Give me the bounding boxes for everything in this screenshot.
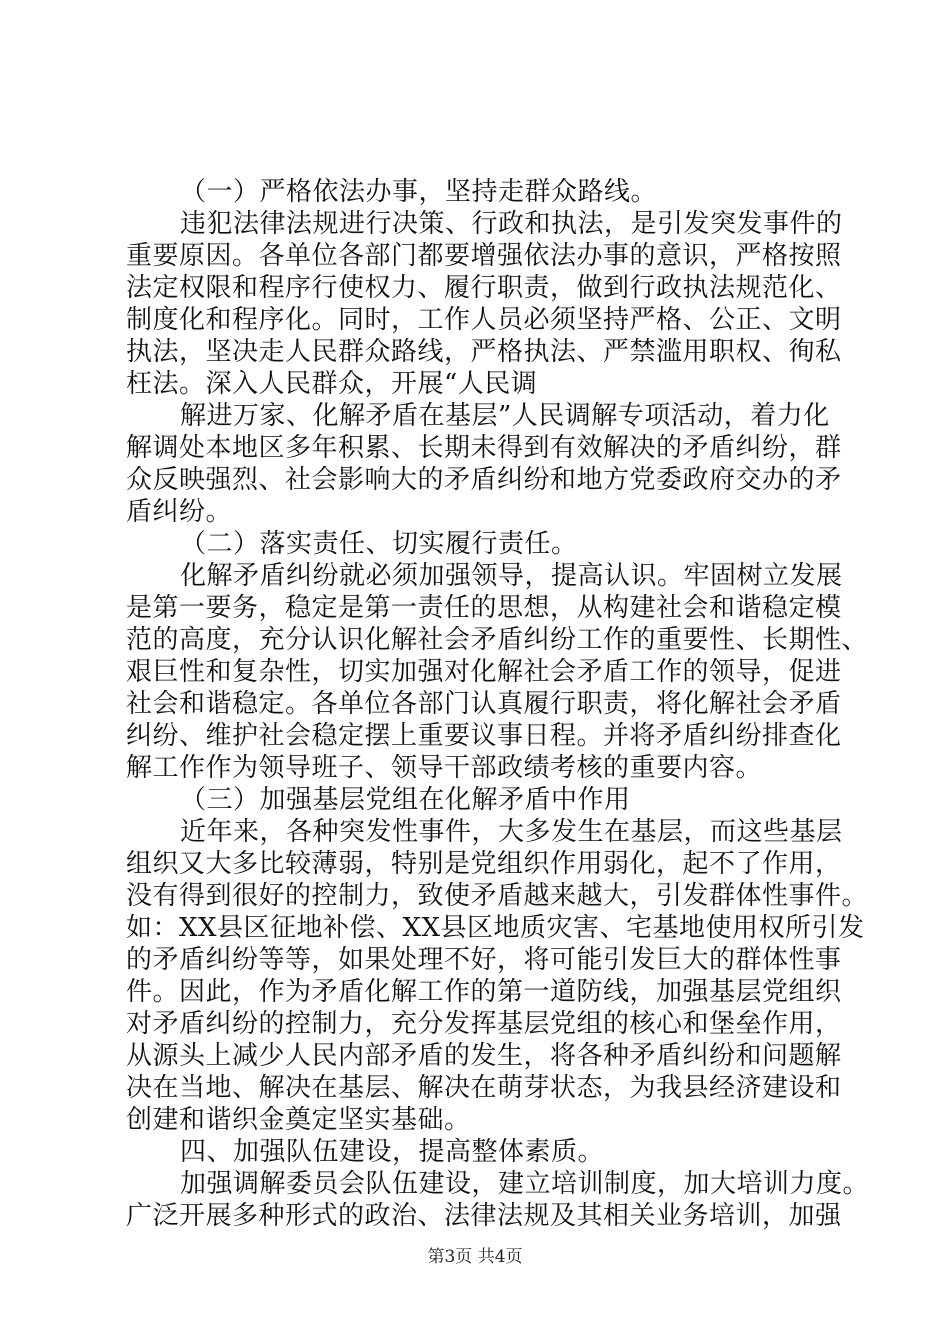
text-line: 纠纷、维护社会稳定摆上重要议事日程。并将矛盾纠纷排查化 bbox=[126, 721, 842, 751]
text-line: 解调处本地区多年积累、长期未得到有效解决的矛盾纠纷，群 bbox=[126, 433, 842, 463]
text-line: 制度化和程序化。同时，工作人员必须坚持严格、公正、文明 bbox=[126, 305, 842, 335]
text-line: 组织又大多比较薄弱，特别是党组织作用弱化，起不了作用， bbox=[126, 849, 842, 879]
text-line: 解工作作为领导班子、领导干部政绩考核的重要内容。 bbox=[126, 753, 763, 783]
text-line: 艰巨性和复杂性，切实加强对化解社会矛盾工作的领导，促进 bbox=[126, 657, 842, 687]
heading-one: （一）严格依法办事，坚持走群众路线。 bbox=[180, 177, 658, 207]
text-line: 创建和谐织金奠定坚实基础。 bbox=[126, 1105, 471, 1135]
text-line: 的矛盾纠纷等等，如果处理不好，将可能引发巨大的群体性事 bbox=[126, 945, 842, 975]
text-line: 决在当地、解决在基层、解决在萌芽状态，为我县经济建设和 bbox=[126, 1073, 842, 1103]
text-line: 是第一要务，稳定是第一责任的思想，从构建社会和谐稳定模 bbox=[126, 593, 842, 623]
text-line: 件。因此，作为矛盾化解工作的第一道防线，加强基层党组织 bbox=[126, 977, 842, 1007]
text-line: 盾纠纷。 bbox=[126, 497, 233, 527]
text-line: 对矛盾纠纷的控制力，充分发挥基层党组的核心和堡垒作用， bbox=[126, 1009, 842, 1039]
text-line: 近年来，各种突发性事件，大多发生在基层，而这些基层 bbox=[180, 817, 843, 847]
text-line: 加强调解委员会队伍建设，建立培训制度，加大培训力度。 bbox=[180, 1169, 870, 1199]
text-line: 解进万家、化解矛盾在基层”人民调解专项活动，着力化 bbox=[180, 401, 830, 431]
text-line: 重要原因。各单位各部门都要增强依法办事的意识，严格按照 bbox=[126, 241, 842, 271]
text-line: 社会和谐稳定。各单位各部门认真履行职责，将化解社会矛盾 bbox=[126, 689, 842, 719]
text-line: 法定权限和程序行使权力、履行职责，做到行政执法规范化、 bbox=[126, 273, 842, 303]
text-line: 执法，坚决走人民群众路线，严格执法、严禁滥用职权、徇私 bbox=[126, 337, 842, 367]
text-line: 违犯法律法规进行决策、行政和执法，是引发突发事件的 bbox=[180, 209, 843, 239]
text-line: 如：XX县区征地补偿、XX县区地质灾害、宅基地使用权所引发 bbox=[126, 913, 865, 943]
heading-two: （二）落实责任、切实履行责任。 bbox=[180, 529, 578, 559]
text-line: 广泛开展多种形式的政治、法律法规及其相关业务培训，加强 bbox=[126, 1201, 842, 1231]
text-line: 从源头上减少人民内部矛盾的发生，将各种矛盾纠纷和问题解 bbox=[126, 1041, 842, 1071]
heading-four: 四、加强队伍建设，提高整体素质。 bbox=[180, 1137, 605, 1167]
text-line: 范的高度，充分认识化解社会矛盾纠纷工作的重要性、长期性、 bbox=[126, 625, 869, 655]
text-line: 化解矛盾纠纷就必须加强领导，提高认识。牢固树立发展 bbox=[180, 561, 843, 591]
text-line: 枉法。深入人民群众，开展“人民调 bbox=[126, 369, 538, 399]
page-footer: 第3页 共4页 bbox=[427, 1247, 523, 1267]
text-line: 没有得到很好的控制力，致使矛盾越来越大，引发群体性事件。 bbox=[126, 881, 869, 911]
heading-three: （三）加强基层党组在化解矛盾中作用 bbox=[180, 785, 631, 815]
text-line: 众反映强烈、社会影响大的矛盾纠纷和地方党委政府交办的矛 bbox=[126, 465, 842, 495]
